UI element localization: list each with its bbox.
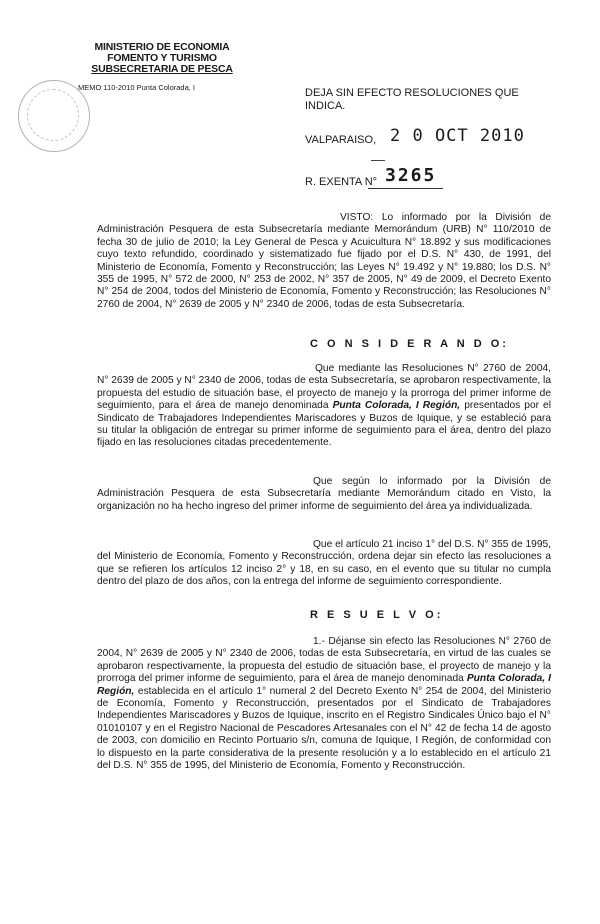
visto-text: Lo informado por la División de Administración Pesquera de esta Subsecretaría mediante Memorándum (URB) N° 110/2010 de fecha 30 de julio de 2010; la Ley General de Pesca y Acuicultura N° 18.892 y sus modificaciones cuyo texto refundido, coordinado y sistematizado fue fijado por el D.S. N° 430, de 1991, del Ministerio de Economía, Fomento y Reconstrucción; las Leyes N° 19.492 y N° 19.880; los D.S. N° 355 de 1995, N° 572 de 2000, N° 253 de 2002, N° 357 de 2005, N° 49 de 2009, el Decreto Exento N° 254 de 2004, todos del Ministerio de Economía, Fomento y Reconstrucción; las Resoluciones N° 2760 de 2004, N° 2639 de 2005 y N° 2340 de 2006, todas de esta Subsecretaría. xyxy=(97,212,551,310)
resolution-underline xyxy=(368,188,443,189)
office-seal-stamp xyxy=(18,80,90,152)
area-name: Punta Colorada, I Región, xyxy=(332,400,461,412)
divider xyxy=(371,160,385,161)
ministry-name: MINISTERIO DE ECONOMIA xyxy=(94,41,230,53)
resolution-label: R. EXENTA N° xyxy=(305,176,378,188)
considerando-paragraph-2 xyxy=(97,476,551,513)
considerando-p1-text: Que mediante las Resoluciones N° 2760 de 2004, N° 2639 de 2005 y N° 2340 de 2006, todas de esta Subsecretaría, se aprobaron respectivamente, la propuesta del estudio de situación base, el proyecto de manejo y la prorroga del primer informe de seguimiento, para el área de manejo denominada xyxy=(97,363,551,412)
memo-reference: MEMO 110-2010 Punta Colorada, I xyxy=(78,83,196,92)
ministry-subname: FOMENTO Y TURISMO xyxy=(107,52,217,64)
resuelvo-paragraph-1 xyxy=(97,636,551,772)
resuelvo-heading: R E S U E L V O: xyxy=(310,609,444,621)
date-stamp: 2 0 OCT 2010 xyxy=(390,126,525,146)
considerando-p2-text: Que según lo informado por la División de Administración Pesquera de esta Subsecretaría mediante Memorándum citado en Visto, la organización no ha hecho ingreso del primer informe de seguimiento del área ya individualizada. xyxy=(97,476,551,512)
visto-label: VISTO: xyxy=(340,212,374,223)
area-name: Punta Colorada, I Región, xyxy=(97,673,551,697)
letterhead xyxy=(62,42,262,75)
place: VALPARAISO, xyxy=(305,134,377,146)
subject-line: DEJA SIN EFECTO RESOLUCIONES QUE INDICA. xyxy=(305,87,519,112)
resuelvo-p1-text: 1.- Déjanse sin efecto las Resoluciones N° 2760 de 2004, N° 2639 de 2005 y N° 2340 de 2006, todas de esta Subsecretaría, en virtud de las cuales se aprobaron respectivamente, la propuesta del estudio de situación base, el proyecto de manejo y la prorroga del primer informe de seguimiento, para el área de manejo denominada xyxy=(97,636,551,685)
considerando-heading: C O N S I D E R A N D O: xyxy=(310,338,509,350)
resuelvo-p1-text-cont: establecida en el artículo 1° numeral 2 del Decreto Exento N° 254 de 2004, del Ministerio de Economía, Fomento y Reconstrucción, presentados por el Sindicato de Trabajadores Independientes Mariscadores y Buzos de Iquique, inscrito en el Registro Sindicales Único bajo el N° 01010107 y en el Registro Nacional de Pescadores Artesanales con el N° 42 de fecha 14 de agosto de 2003, con domicilio en Recinto Portuario s/n, comuna de Iquique, I Región, de conformidad con lo dispuesto en la parte considerativa de la presente resolución y a lo establecido en el artículo 21 del D.S. N° 355 de 1995, del Ministerio de Economía, Fomento y Reconstrucción. xyxy=(97,685,551,772)
considerando-p1-text-cont: presentados por el Sindicato de Trabajadores Independientes Mariscadores y Buzos de Iquique, y se estableció para su titular la obligación de entregar su primer informe de seguimiento para el área, dentro del plazo fijado en las resoluciones citadas precedentemente. xyxy=(97,400,551,449)
considerando-paragraph-3 xyxy=(97,539,551,589)
considerando-paragraph-1 xyxy=(97,363,551,450)
visto-section xyxy=(97,212,551,311)
resolution-number: 3265 xyxy=(385,165,437,186)
subsecretaria-name: SUBSECRETARIA DE PESCA xyxy=(91,63,233,75)
considerando-p3-text: Que el artículo 21 inciso 1° del D.S. N° 355 de 1995, del Ministerio de Economía, Fomento y Reconstrucción, ordena dejar sin efecto las resoluciones a que se refieren los artículos 12 inciso 2° y 18, en su caso, en el evento que su titular no cumpla dentro del plazo de dos años, con la entrega del informe de seguimiento correspondiente. xyxy=(97,539,551,588)
